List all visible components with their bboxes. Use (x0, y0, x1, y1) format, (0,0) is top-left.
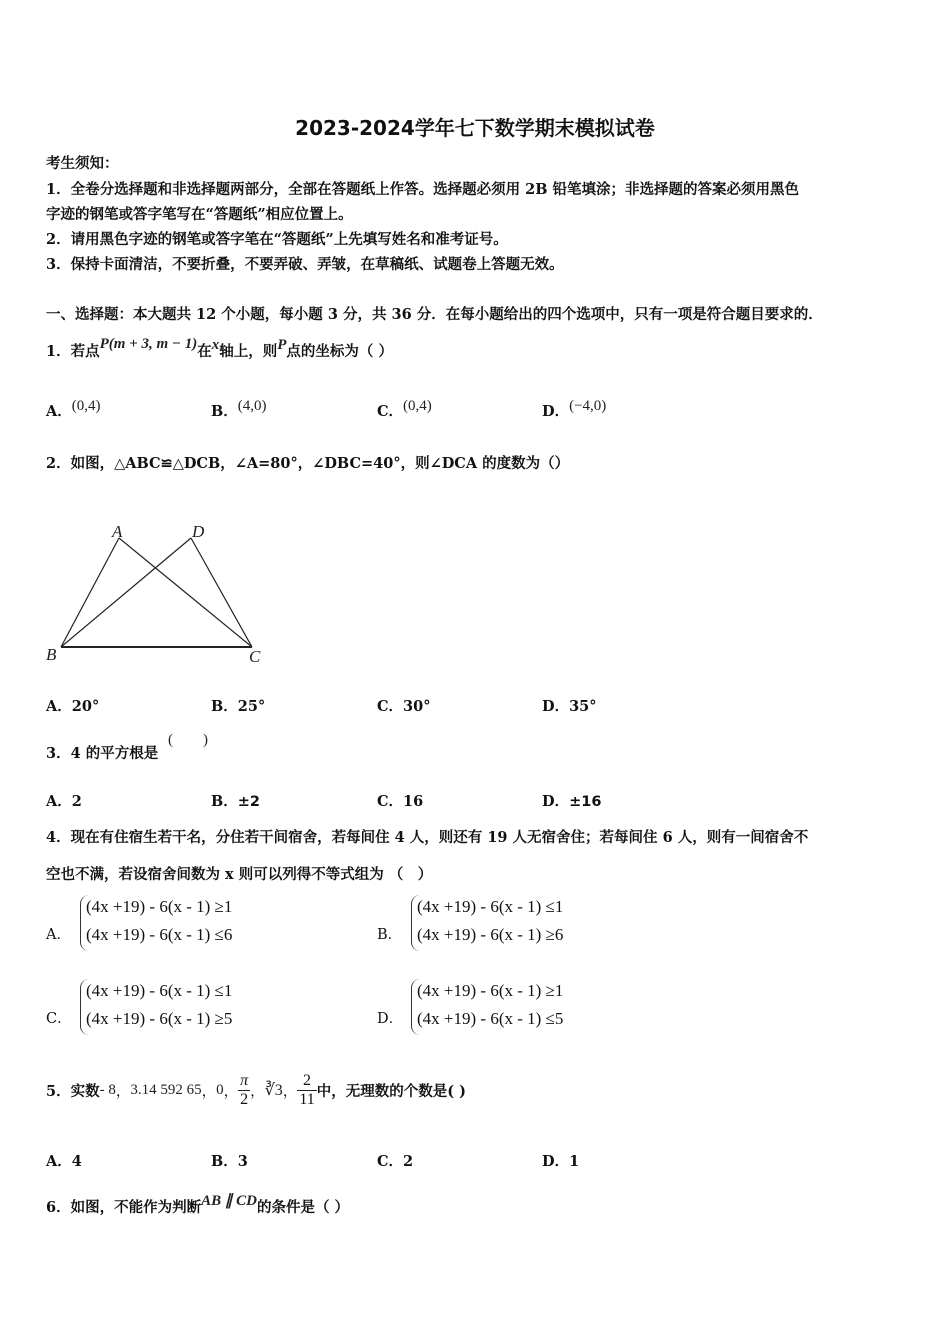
q1-axis: x (211, 337, 220, 353)
q3-option-c[interactable]: C．16 (377, 793, 424, 810)
q1-suffix: 点的坐标为（ ） (286, 343, 393, 360)
notice-heading: 考生须知： (46, 155, 119, 172)
q4-option-a-system[interactable]: (4x +19) - 6(x - 1) ≥1 (4x +19) - 6(x - 1) ≤6 (86, 897, 233, 944)
q1-prefix: 1．若点 (46, 343, 100, 360)
notice-line-3: 3．保持卡面清洁，不要折叠，不要弄破、弄皱，在草稿纸、试题卷上答题无效。 (46, 256, 564, 273)
q5-option-d[interactable]: D．1 (542, 1153, 580, 1170)
q1-option-d[interactable]: D．(−4,0) (542, 398, 607, 420)
q4-stem-line2: 空也不满，若设宿舍间数为 x 则可以列得不等式组为 （ ） (46, 866, 433, 883)
label-d: D (192, 522, 205, 541)
q4-option-d-label[interactable]: D． (377, 1011, 404, 1027)
q4-stem-line1: 4．现在有住宿生若干名，分住若干间宿舍，若每间住 4 人，则还有 19 人无宿舍住；若每间住 6 人，则有一间宿舍不 (46, 829, 809, 846)
q5-option-c[interactable]: C．2 (377, 1153, 414, 1170)
q2-triangle-figure (40, 515, 280, 670)
line-dc (191, 538, 252, 647)
fraction-pi-over-2: $\frac{\pi}{2}$ (240, 1071, 249, 1108)
q1-option-c[interactable]: C．(0,4) (377, 398, 432, 420)
q2-option-d[interactable]: D．35° (542, 698, 597, 715)
q5-option-b[interactable]: B．3 (211, 1153, 248, 1170)
q4-option-b-system[interactable]: (4x +19) - 6(x - 1) ≤1 (4x +19) - 6(x - 1) ≥6 (417, 897, 564, 944)
section-heading: 一、选择题：本大题共 12 个小题，每小题 3 分，共 36 分．在每小题给出的四个选项中，只有一项是符合题目要求的． (46, 306, 823, 323)
q3-paren: ( ) (168, 732, 208, 748)
notice-line-1b: 字迹的钢笔或答字笔写在“答题纸”相应位置上。 (46, 206, 353, 223)
q1-mid2: 轴上，则 (219, 343, 278, 360)
q1-p: P (277, 337, 287, 353)
q1-mid1: 在 (197, 343, 212, 360)
notice-line-1a: 1．全卷分选择题和非选择题两部分，全部在答题纸上作答。选择题必须用 2B 铅笔填涂；非选择题的答案必须用黑色 (46, 181, 800, 198)
line-db (61, 538, 191, 647)
q2-option-a[interactable]: A．20° (46, 698, 100, 715)
line-ab (61, 538, 119, 647)
notice-line-2: 2．请用黑色字迹的钢笔或答字笔在“答题纸”上先填写姓名和准考证号。 (46, 231, 508, 248)
q2-stem: 2．如图，△ABC≌△DCB，∠A=80°，∠DBC=40°，则∠DCA 的度数为（） (46, 455, 570, 472)
q3-stem: 3．4 的平方根是 (46, 745, 159, 762)
q2-option-c[interactable]: C．30° (377, 698, 431, 715)
q1-option-b[interactable]: B．(4,0) (211, 398, 267, 420)
q4-option-a-label[interactable]: A． (46, 927, 71, 943)
label-a: A (112, 522, 123, 541)
label-b: B (46, 645, 57, 664)
line-ac (119, 538, 252, 647)
q2-option-b[interactable]: B．25° (211, 698, 266, 715)
q4-option-c-system[interactable]: (4x +19) - 6(x - 1) ≤1 (4x +19) - 6(x - 1) ≥5 (86, 981, 233, 1028)
q5-stem: 5．实数 - 8 ， 3.14 592 65 ， 0 ， $\frac{\pi}{2}$ ， ∛3 ， $\frac{2}{11}$ 中，无理数的个数是( ) (46, 1071, 466, 1108)
q3-option-b[interactable]: B．±2 (211, 793, 261, 810)
q4-option-d-system[interactable]: (4x +19) - 6(x - 1) ≥1 (4x +19) - 6(x - 1) ≤5 (417, 981, 564, 1028)
q1-point: P(m + 3, m − 1) (99, 336, 198, 352)
q6-expr: AB ∥ CD (201, 1193, 257, 1209)
q1-stem (46, 336, 393, 361)
label-c: C (249, 647, 261, 666)
q1-option-a[interactable]: A．(0,4) (46, 398, 101, 420)
q6-stem: 6．如图，不能作为判断AB ∥ CD的条件是（ ） (46, 1193, 350, 1216)
q5-option-a[interactable]: A．4 (46, 1153, 82, 1170)
q3-option-d[interactable]: D．±16 (542, 793, 602, 810)
cube-root-3: ∛3 (264, 1082, 283, 1099)
q3-option-a[interactable]: A．2 (46, 793, 82, 810)
q4-option-b-label[interactable]: B． (377, 927, 403, 943)
q4-option-c-label[interactable]: C． (46, 1011, 72, 1027)
fraction-2-over-11: $\frac{2}{11}$ (299, 1071, 315, 1108)
page-title: 2023-2024学年七下数学期末模拟试卷 (295, 116, 655, 140)
